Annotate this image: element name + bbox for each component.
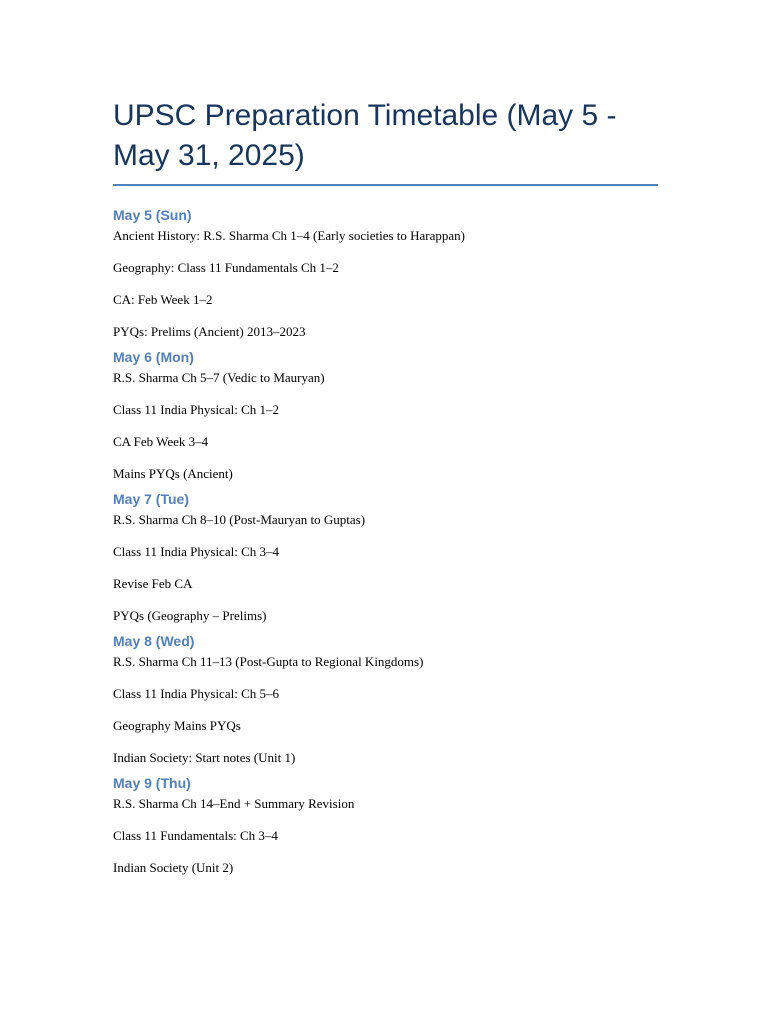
task-item: Class 11 India Physical: Ch 1–2 [113, 402, 279, 417]
task-item: Ancient History: R.S. Sharma Ch 1–4 (Early societies to Harappan) [113, 228, 466, 243]
day-section [113, 348, 658, 482]
task-item: Geography Mains PYQs [113, 718, 241, 733]
task-item: R.S. Sharma Ch 5–7 (Vedic to Mauryan) [113, 370, 325, 385]
task-item: Indian Society (Unit 2) [113, 860, 234, 875]
task-item: Revise Feb CA [113, 576, 193, 591]
task-item: Class 11 India Physical: Ch 5–6 [113, 686, 279, 701]
day-section [113, 632, 658, 766]
task-item: Class 11 Fundamentals: Ch 3–4 [113, 828, 278, 843]
document-title: UPSC Preparation Timetable (May 5 - May 31, 2025) [113, 96, 658, 186]
task-item: Mains PYQs (Ancient) [113, 466, 233, 481]
day-section [113, 774, 658, 876]
day-section [113, 490, 658, 624]
task-item: R.S. Sharma Ch 11–13 (Post-Gupta to Regional Kingdoms) [113, 654, 424, 669]
day-heading: May 5 (Sun) [113, 207, 192, 223]
day-heading: May 6 (Mon) [113, 349, 194, 365]
task-item: CA Feb Week 3–4 [113, 434, 209, 449]
task-item: Geography: Class 11 Fundamentals Ch 1–2 [113, 260, 339, 275]
day-heading: May 9 (Thu) [113, 775, 191, 791]
day-heading: May 8 (Wed) [113, 633, 195, 649]
day-heading: May 7 (Tue) [113, 491, 189, 507]
task-item: R.S. Sharma Ch 8–10 (Post-Mauryan to Guptas) [113, 512, 366, 527]
day-section [113, 206, 658, 340]
task-item: CA: Feb Week 1–2 [113, 292, 213, 307]
task-item: Indian Society: Start notes (Unit 1) [113, 750, 296, 765]
task-item: PYQs (Geography – Prelims) [113, 608, 267, 623]
day-sections [113, 206, 658, 876]
task-item: PYQs: Prelims (Ancient) 2013–2023 [113, 324, 306, 339]
task-item: Class 11 India Physical: Ch 3–4 [113, 544, 279, 559]
task-item: R.S. Sharma Ch 14–End + Summary Revision [113, 796, 355, 811]
document-content [113, 96, 658, 876]
